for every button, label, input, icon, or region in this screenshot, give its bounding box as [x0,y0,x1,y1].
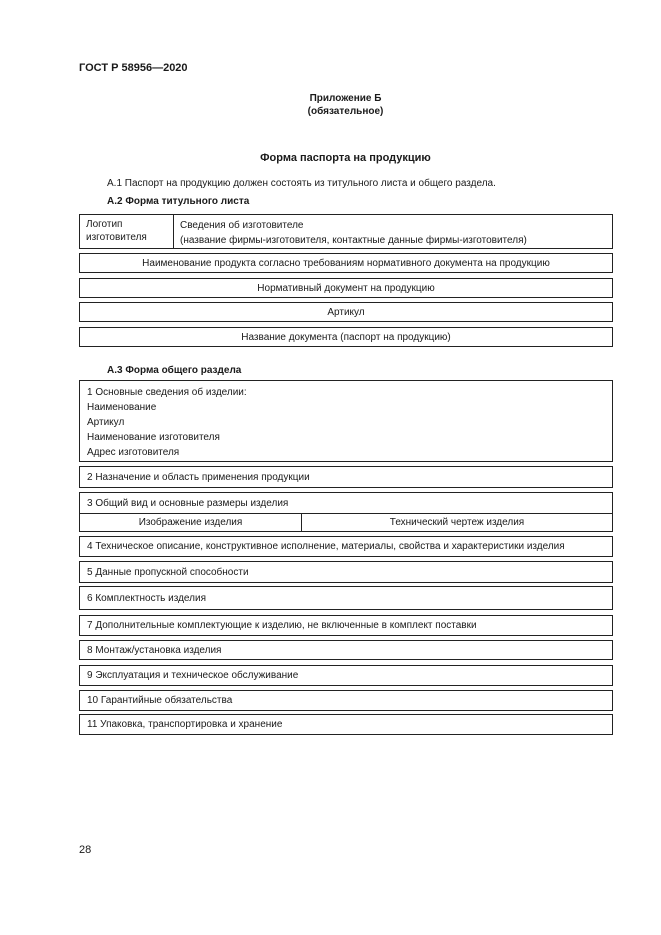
standard-designation: ГОСТ Р 58956—2020 [79,62,188,74]
general-section-1 [79,380,613,462]
s3-image-cell: Изображение изделия [80,514,302,531]
general-section-9: 9 Эксплуатация и техническое обслуживание [79,665,613,686]
title-row-document-name: Название документа (паспорт на продукцию) [79,327,613,347]
appendix-heading [0,92,661,118]
title-row-normative-doc: Нормативный документ на продукцию [79,278,613,298]
s1-line: Наименование изготовителя [87,432,220,443]
s1-line: 1 Основные сведения об изделии: [87,387,247,398]
general-section-7: 7 Дополнительные комплектующие к изделию, не включенные в комплект поставки [79,615,613,636]
section-a3-heading: А.3 Форма общего раздела [107,365,242,376]
general-section-2: 2 Назначение и область применения продукции [79,466,613,488]
general-section-5: 5 Данные пропускной способности [79,561,613,583]
title-row-article: Артикул [79,302,613,322]
maker-info-label: Сведения об изготовителе [180,220,304,231]
appendix-title: Приложение Б [309,93,382,104]
logo-cell: Логотип изготовителя [80,215,174,248]
general-section-11: 11 Упаковка, транспортировка и хранение [79,714,613,735]
title-row-product-name: Наименование продукта согласно требованиям нормативного документа на продукцию [79,253,613,273]
general-section-3 [79,492,613,532]
s1-line: Наименование [87,402,157,413]
title-sheet-header-row [79,214,613,249]
general-section-4: 4 Техническое описание, конструктивное исполнение, материалы, свойства и характеристики изделия [79,536,613,557]
form-title [0,152,661,164]
s3-title: 3 Общий вид и основные размеры изделия [80,493,612,514]
section-a2-heading: А.2 Форма титульного листа [107,196,250,207]
maker-info-note: (название фирмы-изготовителя, контактные данные фирмы-изготовителя) [180,235,527,246]
maker-info-cell [174,215,612,248]
s3-columns [80,514,612,531]
general-section-6: 6 Комплектность изделия [79,586,613,610]
s1-line: Адрес изготовителя [87,447,180,458]
appendix-status: (обязательное) [307,106,384,117]
general-section-10: 10 Гарантийные обязательства [79,690,613,711]
form-title-text: Форма паспорта на продукцию [260,152,431,164]
page-number: 28 [79,844,92,856]
s3-drawing-cell: Технический чертеж изделия [389,517,525,528]
general-section-8: 8 Монтаж/установка изделия [79,640,613,660]
intro-paragraph: А.1 Паспорт на продукцию должен состоять из титульного листа и общего раздела. [107,178,496,189]
s1-line: Артикул [87,417,125,428]
